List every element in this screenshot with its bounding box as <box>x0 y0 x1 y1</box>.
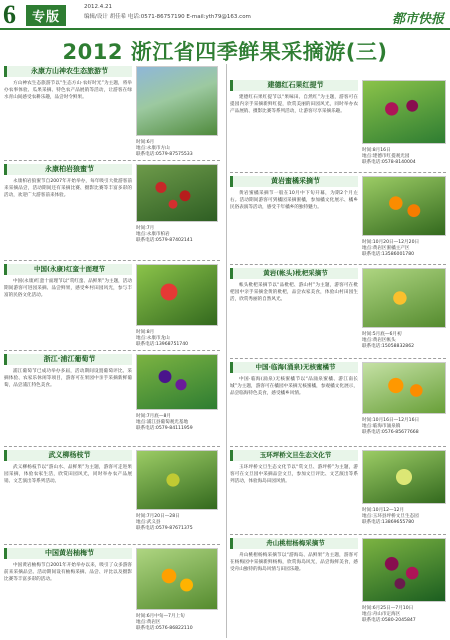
divider <box>4 160 220 161</box>
article-heading: 舟山桃柑杨梅采摘节 <box>230 538 358 549</box>
event-date: 时间:6月25日—7月10日 <box>362 606 414 611</box>
article-info <box>362 416 448 437</box>
article-info <box>362 146 448 167</box>
article <box>230 362 358 444</box>
event-date: 时间:8月 <box>136 330 155 335</box>
event-phone: 联系电话:13968751740 <box>136 342 189 348</box>
pomelo-photo <box>362 450 446 504</box>
article-body: 中国·临海(涌泉)无核蜜橘节以“品涌泉蜜橘、游江南长城”为主题，游客可在橘园中采摘无核蜜橘，参观橘文化展示，品尝临海特色美食，感受橘乡风情。 <box>230 377 358 397</box>
event-phone: 联系电话:0580-2045847 <box>362 618 416 624</box>
article-body: 建德红石果红提节以“果味田、自然红”为主题，游客可在提园内亲手采摘新鲜红提，欣赏美丽的田园风光，同时举办农产品展销、摄影比赛等系列活动，让游客尽享采摘乐趣。 <box>230 95 358 115</box>
article-info <box>136 612 222 633</box>
article-info <box>136 412 222 433</box>
event-place: 地点:舟山市定海区 <box>362 612 401 618</box>
article <box>4 264 132 340</box>
article <box>230 450 358 530</box>
article-info <box>136 512 222 533</box>
event-place: 地点:临海市涌泉镇 <box>362 424 401 430</box>
event-date: 时间:10月16日—12月16日 <box>362 418 420 423</box>
event-place: 地点:黄岩区蜜橘主产区 <box>362 246 410 252</box>
event-date: 时间:7月 <box>136 226 155 231</box>
divider <box>230 358 446 359</box>
event-date: 时间:6月 <box>136 140 155 145</box>
event-place: 地点:武义县 <box>136 520 161 526</box>
article-body: 永康柏岩狼蜜节自2007年开始举办，每年吸引大批游客前来采摘品尝，活动期间还有采摘比赛、摄影比赛等丰富多彩的活动，欢迎广大游客前来体验。 <box>4 179 132 199</box>
article <box>4 66 132 154</box>
article <box>4 164 132 258</box>
article-info <box>362 604 448 625</box>
article <box>230 176 358 268</box>
article-info <box>136 138 222 159</box>
section-label: 专版 <box>26 5 66 26</box>
article-heading: 永康柏岩狼蜜节 <box>4 164 132 175</box>
orange-photo <box>362 176 446 236</box>
event-phone: 联系电话:13869655780 <box>362 520 415 526</box>
event-place: 地点:黄岩区帐头 <box>362 338 396 344</box>
bayberry-photo <box>136 164 218 222</box>
divider <box>230 172 446 173</box>
fruit-photo <box>136 264 218 326</box>
event-date: 时间:6月中旬—7月上旬 <box>136 614 185 619</box>
divider <box>4 350 220 351</box>
event-place: 地点:建德市红提观光园 <box>362 154 410 160</box>
article-heading: 玉环坪桥文旦生态文化节 <box>230 450 358 461</box>
event-place: 地点:黄岩区 <box>136 620 161 626</box>
event-phone: 联系电话:0579-87671375 <box>136 526 193 532</box>
event-phone: 联系电话:0578-8140004 <box>362 160 416 166</box>
article-body: 浦江葡萄节已成功举办多届，活动期间设置葡萄评比、采摘体验、农家乐休闲等项目，游客可在果园中亲手采摘新鲜葡萄，品尝浦江特色美食。 <box>4 369 132 389</box>
article <box>4 354 132 438</box>
article-body: 黄岩蜜橘采摘节一般在10月中下旬开幕，为期2个月左右。活动期间游客可到橘园采摘蜜橘，参加橘文化展示、橘乡民俗表演等活动，感受千年橘乡的独特魅力。 <box>230 191 358 211</box>
event-date: 时间:10月12—12月 <box>362 508 405 513</box>
article-body: 帐头枇杷采摘节以“品枇杷、游山村”为主题，游客可在枇杷园中亲手采摘金黄的枇杷，品尝农家美食，体验山村田园生活，欣赏秀丽的自然风光。 <box>230 283 358 303</box>
divider <box>4 260 220 261</box>
article-heading: 中国黄岩柚梅节 <box>4 548 132 559</box>
event-place: 地点:永康市柏岩 <box>136 232 170 238</box>
event-place: 地点:永康市方山 <box>136 146 170 152</box>
grape-photo <box>136 354 218 410</box>
article-body: 玉环坪桥文旦生态文化节以“赏文旦、游坪桥”为主题，游客可在文旦园中采摘品尝文旦，参加文旦评比、文艺演出等系列活动，体验海岛田园风情。 <box>230 465 358 485</box>
article-body: 舟山桃柑杨梅采摘节以“游海岛、品鲜果”为主题，游客可在杨梅园中采摘新鲜杨梅，欣赏海岛风光，品尝海鲜美食，感受舟山独特的海岛风情与田园乐趣。 <box>230 553 358 573</box>
event-date: 时间:8月16日 <box>362 148 391 153</box>
column-divider <box>226 64 227 638</box>
page-header <box>0 0 450 30</box>
divider <box>4 446 220 447</box>
article-body: 方山神农生态旅游节以“生态方山·农好时光”为主题，将举办农事体验、瓜果采摘、特色农产品展销等活动，让游客在绿水青山间感受农耕乐趣，品尝时令鲜果。 <box>4 81 132 101</box>
article <box>4 548 132 636</box>
page-title: 2012 浙江省四季鲜果采摘游(三) <box>62 40 388 64</box>
article-info <box>362 330 448 351</box>
article <box>230 80 358 176</box>
event-date: 时间:5月底—6月初 <box>362 332 402 337</box>
article-heading: 黄岩(帐头)枇杷采摘节 <box>230 268 358 279</box>
loquat-photo <box>362 268 446 328</box>
event-date: 时间:7月20日—28日 <box>136 514 180 519</box>
page-number: 6 <box>3 0 16 29</box>
pipa-photo <box>136 548 218 610</box>
event-date: 时间:7月底—8月 <box>136 414 171 419</box>
article-body: 中国黄岩柚梅节自2001年开始举办以来，吸引了众多游客前来采摘品尝。活动期间设有柚梅采摘、品尝、评比以及摄影比赛等丰富多彩的活动。 <box>4 563 132 583</box>
article-info <box>362 238 448 259</box>
red-grape-photo <box>362 80 446 144</box>
issue-date: 2012.4.21 <box>84 4 112 10</box>
editor-line: 编辑/设计 胡佳希 电话:0571-86757190 E-mail:yth79@163.com <box>84 14 251 20</box>
orchard-photo <box>136 66 218 136</box>
article-heading: 中国(永康)红蛮十面理节 <box>4 264 132 275</box>
article <box>4 450 132 536</box>
divider <box>230 446 446 447</box>
event-date: 时间:10月20日—12月20日 <box>362 240 420 245</box>
article-info <box>136 224 222 245</box>
event-phone: 联系电话:0579-87402141 <box>136 238 193 244</box>
article-heading: 浙江·浦江葡萄节 <box>4 354 132 365</box>
divider <box>230 264 446 265</box>
article-info <box>362 506 448 527</box>
article-heading: 中国·临海(涌泉)无核蜜橘节 <box>230 362 358 373</box>
event-phone: 联系电话:0576-86822110 <box>136 626 193 632</box>
event-phone: 联系电话:0579-84111959 <box>136 426 193 432</box>
article <box>230 268 358 362</box>
divider <box>4 544 220 545</box>
event-phone: 联系电话:0579-87575533 <box>136 152 193 158</box>
article-info <box>136 328 222 349</box>
fruit-photo <box>136 450 218 510</box>
article <box>230 538 358 636</box>
tangerine-photo <box>362 362 446 414</box>
article-heading: 武义柳杨枝节 <box>4 450 132 461</box>
bayberry-photo <box>362 538 446 602</box>
article-heading: 建德红石果红提节 <box>230 80 358 91</box>
divider <box>230 534 446 535</box>
article-body: 武义柳杨枝节以“游山水、品鲜果”为主题，游客可走进果园采摘，体验农家生活，欣赏田园风光，同时举办农产品展销、文艺演出等系列活动。 <box>4 465 132 485</box>
newspaper-brand: 都市快报 <box>391 12 444 27</box>
article-heading: 黄岩蜜橘采摘节 <box>230 176 358 187</box>
article-heading: 永康方山神农生态旅游节 <box>4 66 132 77</box>
event-phone: 联系电话:0576-85677668 <box>362 430 419 436</box>
article-body: 中国(永康)红蛮十面理节以“赏红蛮、品鲜果”为主题，活动期间游客可进园采摘、品尝鲜果，感受乡村田园风光，参与丰富的民俗文化活动。 <box>4 279 132 299</box>
event-phone: 联系电话:15058832862 <box>362 344 415 350</box>
event-phone: 联系电话:13586001780 <box>362 252 415 258</box>
event-place: 地点:浦江县葡萄观光基地 <box>136 420 189 426</box>
event-place: 地点:永康市龙山 <box>136 336 170 342</box>
event-place: 地点:玉环县坪桥文旦生态园 <box>362 514 419 520</box>
